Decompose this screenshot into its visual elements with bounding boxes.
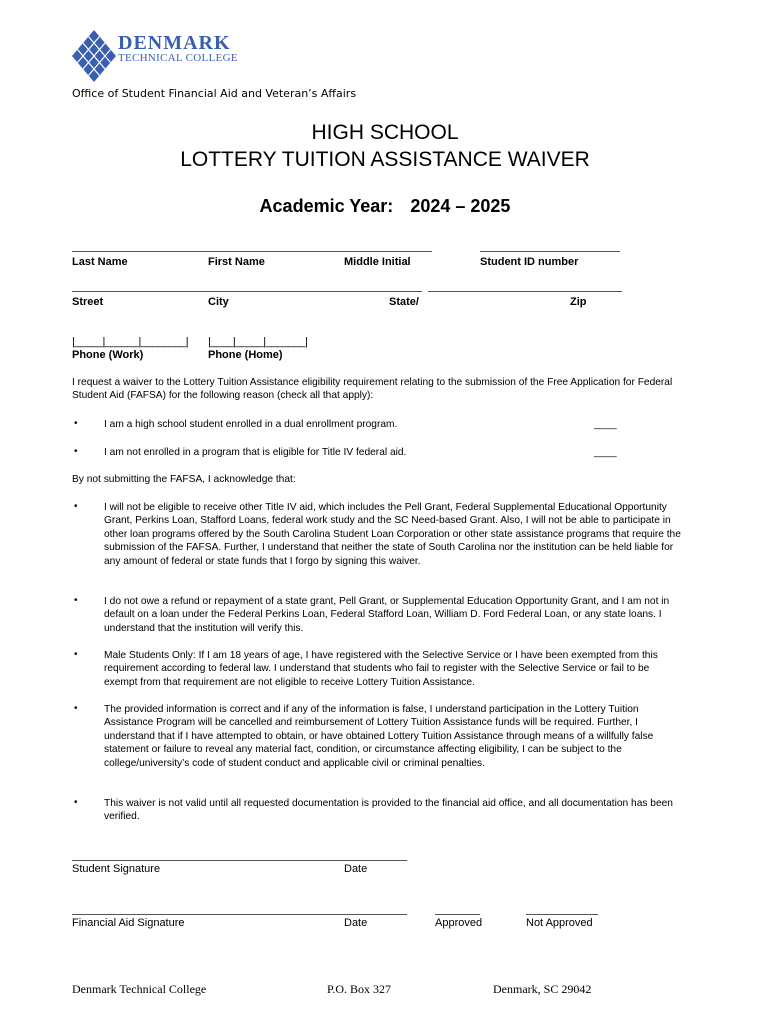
student-signature-line[interactable]: [72, 860, 407, 861]
logo-subname: TECHNICAL COLLEGE: [118, 52, 238, 64]
not-approved-line[interactable]: [526, 914, 598, 915]
reason-checkbox-blank[interactable]: ____: [594, 447, 617, 458]
footer-college: Denmark Technical College: [72, 982, 207, 996]
reason-text: I am not enrolled in a program that is eligible for Title IV federal aid.: [104, 447, 407, 458]
not-approved-label: Not Approved: [526, 917, 593, 929]
college-logo: [72, 30, 242, 82]
approved-line[interactable]: [435, 914, 480, 915]
financial-aid-date-label: Date: [344, 917, 368, 929]
reason-text: I am a high school student enrolled in a dual enrollment program.: [104, 419, 398, 430]
footer-po-box: P.O. Box 327: [327, 982, 392, 996]
academic-year-label: Academic Year:: [259, 196, 394, 216]
logo-name: DENMARK: [118, 32, 231, 54]
last-name-label: Last Name: [72, 256, 128, 268]
financial-aid-signature-label: Financial Aid Signature: [72, 917, 185, 929]
reason-checkbox-blank[interactable]: ____: [594, 419, 617, 430]
middle-initial-label: Middle Initial: [344, 256, 411, 268]
street-label: Street: [72, 296, 104, 308]
state-label: State/: [389, 296, 419, 308]
acknowledgement-item: The provided information is correct and if any of the information is false, I understand participation in the Lottery Tuition Assistance Program will be cancelled and reimbursement of Lottery Tuition Assistance funds will be required. Further, I understand that if I have attempted to obtain, or have obtained Lottery Tuition Assistance through means of a willfully false statement or failure to reveal any material fact, condition, or circumstance affecting eligibility, I can be subject to the college/university’s code of student conduct and applicable civil or criminal penalties.: [104, 704, 654, 769]
acknowledgement-item: This waiver is not valid until all requested documentation is provided to the financial aid office, and all documentation has been verified.: [104, 798, 673, 823]
financial-aid-signature-line[interactable]: [72, 914, 407, 915]
student-signature-label: Student Signature: [72, 863, 161, 875]
footer-city: Denmark, SC 29042: [493, 982, 592, 996]
bullet-icon: •: [74, 595, 78, 606]
phone-home-label: Phone (Home): [208, 349, 283, 361]
acknowledgement-item: Male Students Only: If I am 18 years of age, I have registered with the Selective Service or I have been exempted from this requirement according to federal law. I understand that students who fail to register with the Selective Service or fail to be exempt from that requirement are not eligible to receive Lottery Tuition Assistance.: [104, 650, 658, 688]
name-field-line[interactable]: [72, 251, 432, 252]
city-label: City: [208, 296, 229, 308]
waiver-request-text: I request a waiver to the Lottery Tuition Assistance eligibility requirement relating to the submission of the Free Application for Federal Student Aid (FAFSA) for the following reason (check all that apply):: [72, 377, 673, 402]
zip-field-line[interactable]: [428, 291, 622, 292]
student-id-label: Student ID number: [480, 256, 579, 268]
office-heading: Office of Student Financial Aid and Veteran’s Affairs: [72, 87, 357, 100]
title-line-2: LOTTERY TUITION ASSISTANCE WAIVER: [180, 148, 590, 171]
first-name-label: First Name: [208, 256, 265, 268]
zip-label: Zip: [570, 296, 587, 308]
acknowledgement-item: I will not be eligible to receive other Title IV aid, which includes the Pell Grant, Federal Supplemental Educational Opportunity Grant, Perkins Loan, Stafford Loans, federal work study and the SC Need-based Grant. Also, I will not be able to participate in other loan programs offered by the South Carolina Student Loan Corporation or other state assistance programs that require the submission of the FAFSA. Further, I understand that neither the state of South Carolina nor the institution can be held liable for any amount of federal or state funds that I forgo by signing this waiver.: [104, 502, 681, 567]
phone-home-field[interactable]: |____|_____|_______|: [208, 336, 308, 348]
student-date-label: Date: [344, 863, 368, 875]
address-field-line[interactable]: [72, 291, 422, 292]
approved-label: Approved: [435, 917, 483, 929]
bullet-icon: •: [74, 703, 78, 714]
bullet-icon: •: [74, 649, 78, 660]
bullet-icon: •: [74, 446, 78, 457]
bullet-icon: •: [74, 797, 78, 808]
phone-work-label: Phone (Work): [72, 349, 144, 361]
academic-year-value: 2024 – 2025: [410, 196, 511, 216]
diamond-logo-icon: [72, 30, 116, 82]
phone-work-field[interactable]: |_____|______|________|: [72, 336, 189, 348]
title-line-1: HIGH SCHOOL: [311, 121, 459, 144]
academic-year: [0, 196, 770, 217]
bullet-icon: •: [74, 418, 78, 429]
acknowledgement-item: I do not owe a refund or repayment of a state grant, Pell Grant, or Supplemental Education Opportunity Grant, and I am not in default on a loan under the Federal Perkins Loan, Federal Stafford Loan, William D. Ford Federal Loan, or any state loans. I understand that the institution will verify this.: [104, 596, 670, 634]
student-id-field-line[interactable]: [480, 251, 620, 252]
bullet-icon: •: [74, 501, 78, 512]
acknowledge-intro: By not submitting the FAFSA, I acknowledge that:: [72, 474, 296, 485]
